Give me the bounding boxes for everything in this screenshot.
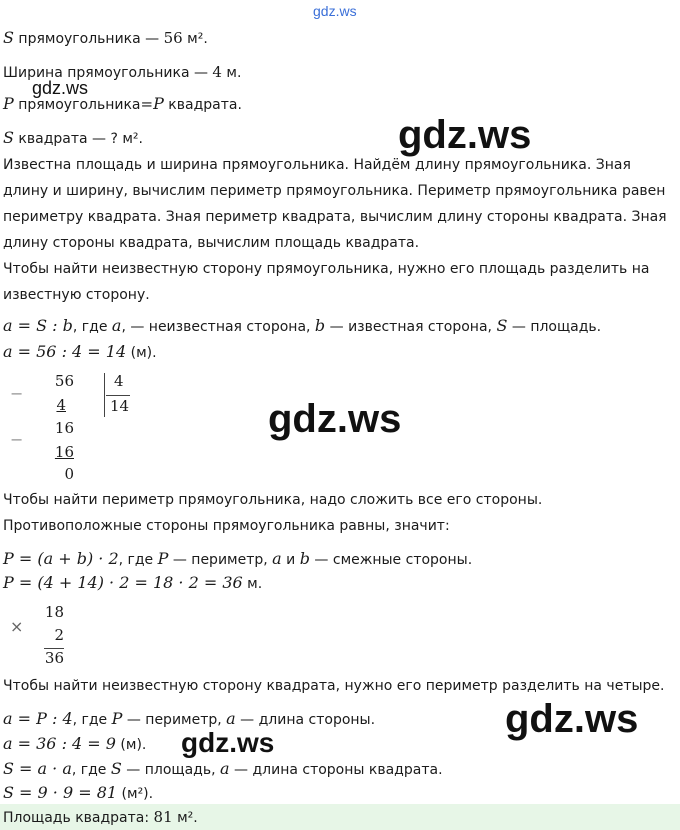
var-b: b [314,316,326,335]
var-a: a [220,759,230,778]
formula-text: — смежные стороны. [309,552,473,568]
calc-math: a = 56 : 4 = 14 [3,342,127,361]
var-p: P [157,549,169,568]
factor-2: 2 [54,626,64,644]
watermark-small-2: gdz.ws [181,727,275,758]
calc-unit: (м). [126,345,157,361]
formula-math: P = (a + b) · 2 [3,549,119,568]
formula-text: — периметр, [168,552,273,568]
divisor: 4 [114,372,124,390]
var-p: P [3,94,14,113]
given-text: прямоугольника — [13,31,164,47]
given-line-3 [3,93,242,116]
subtrahend-2: 16 [54,443,74,461]
var-p: P [153,94,164,113]
dividend: 56 [54,372,74,390]
formula-math: a = P : 4 [3,709,73,728]
var-a: a [226,709,236,728]
division-bar [104,373,105,417]
given-text: Ширина прямоугольника — [3,65,213,81]
step3-calc [3,733,146,756]
formula-text: — площадь. [507,319,602,335]
var-s: S [496,316,508,335]
answer-unit: м². [172,810,198,826]
given-number: 4 [212,63,222,81]
formula-text: — известная сторона, [325,319,497,335]
product: 36 [44,649,64,667]
calc-unit: (м²). [117,786,154,802]
answer-line [3,806,198,829]
formula-text: — площадь, [121,762,221,778]
step2-intro-2: Противоположные стороны прямоугольника равны, значит: [3,518,450,534]
step3-area-formula [3,758,443,781]
given-text: квадрата. [163,97,242,113]
calc-math: S = 9 · 9 = 81 [3,783,118,802]
given-number: 56 [163,29,183,47]
watermark-small-1: gdz.ws [32,78,89,98]
given-text: квадрата — ? м². [13,131,143,147]
var-s: S [3,128,14,147]
subtrahend-1: 4 [56,396,66,414]
quotient: 14 [110,397,130,415]
step1-intro: Чтобы найти неизвестную сторону прямоугольника, нужно его площадь разделить на известную сторону. [3,261,650,303]
step3-intro: Чтобы найти неизвестную сторону квадрата, нужно его периметр разделить на четыре. [3,678,665,694]
step2-formula [3,548,472,571]
step2-intro-1: Чтобы найти периметр прямоугольника, надо сложить все его стороны. [3,492,543,508]
calc-math: a = 36 : 4 = 9 [3,734,116,753]
var-a: a [111,316,122,335]
formula-text: , где [118,552,158,568]
var-s: S [110,759,122,778]
formula-text: , где [72,712,112,728]
watermark-top: gdz.ws [313,3,357,19]
formula-math: S = a · a [3,759,72,778]
formula-text: — периметр, [122,712,227,728]
equals-sign: = [140,95,154,113]
given-text: прямоугольника [13,97,141,113]
var-s: S [3,28,14,47]
given-line-4 [3,127,143,150]
remainder-2: 0 [64,465,74,483]
step1-calc [3,341,157,364]
divisor-line [106,395,130,396]
given-unit: м². [182,31,208,47]
watermark-big-3: gdz.ws [505,697,639,741]
formula-text: , где [72,319,112,335]
var-a: a [272,549,282,568]
var-p: P [111,709,123,728]
given-line-1 [3,27,208,50]
formula-text: — длина стороны квадрата. [229,762,443,778]
step1-formula [3,315,601,338]
calc-unit: м. [242,576,263,592]
minus-sign: − [10,384,24,403]
given-unit: м. [221,65,242,81]
calc-unit: (м). [115,737,147,753]
watermark-big-2: gdz.ws [268,397,402,441]
formula-text: , — неизвестная сторона, [121,319,315,335]
plan-paragraph: Известна площадь и ширина прямоугольника. Найдём длину прямоугольника. Зная длину и ширину, вычислим периметр прямоугольника. Периметр прямоугольника равен периметру квадрата. Зная периметр квадрата, вычислим длину стороны квадрата. Зная длину стороны квадрата, вычислим площадь квадрата. [3,157,667,251]
answer-text: Площадь квадрата: [3,810,154,826]
step3-area-calc [3,782,153,805]
minus-sign: − [10,430,24,449]
factor-1: 18 [44,603,64,621]
multiply-sign: × [10,617,24,636]
formula-math: a = S : b [3,316,73,335]
answer-number: 81 [153,808,173,826]
formula-text: — длина стороны. [235,712,376,728]
remainder-1: 16 [54,419,74,437]
watermark-big-1: gdz.ws [398,113,532,157]
calc-math: P = (4 + 14) · 2 = 18 · 2 = 36 [3,573,243,592]
formula-text: и [281,552,300,568]
answer-box [0,804,680,830]
step2-calc [3,572,262,595]
formula-text: , где [71,762,111,778]
var-b: b [299,549,310,568]
